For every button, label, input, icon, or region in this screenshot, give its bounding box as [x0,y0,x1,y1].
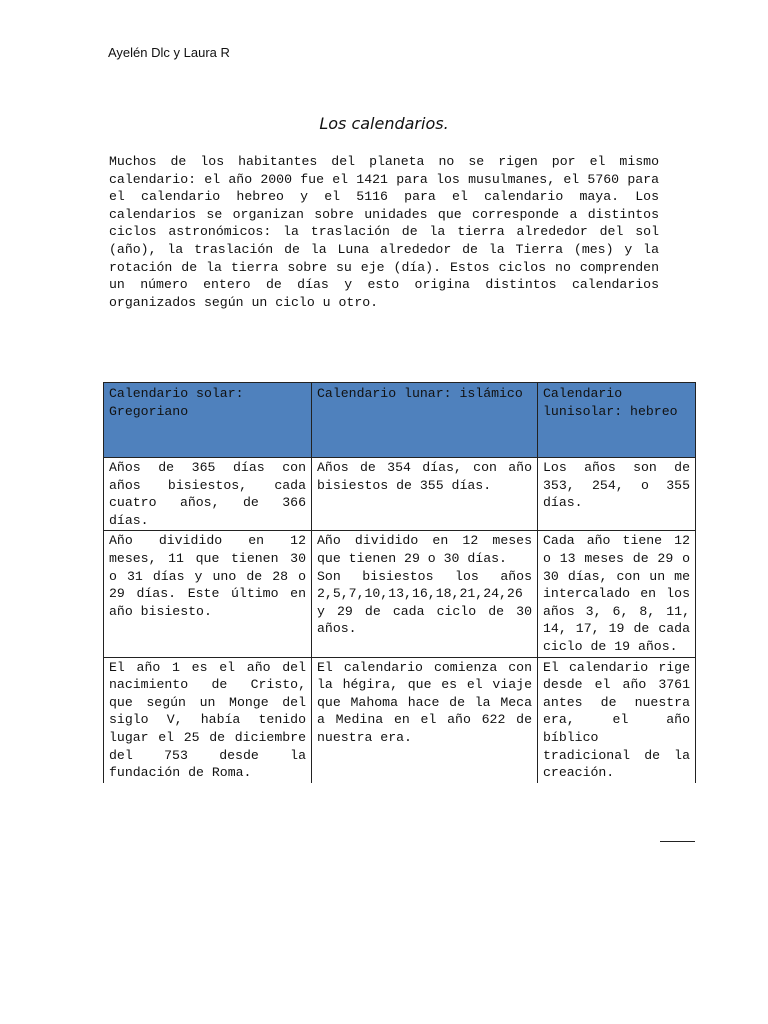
table-row [104,531,696,657]
intro-paragraph: Muchos de los habitantes del planeta no se rigen por el mismo calendario: el año 2000 fue el 1421 para los musulmanes, el 5760 para el calendario hebreo y el 5116 para el calendario maya. Los calendarios se organizan sobre unidades que corresponde a distintos ciclos astronómicos: la traslación de la tierra alrededor del sol (año), la traslación de la Luna alrededor de la Tierra (mes) y la rotación de la tierra sobre su eje (día). Estos ciclos no comprenden un número entero de días y esto origina distintos calendarios organizados según un ciclo u otro. [109,154,659,310]
table-cell: Cada año tiene 12 o 13 meses de 29 o 30 días, con un me intercalado en los años 3, 6, 8, 11, 14, 17, 19 de cada ciclo de 19 años. [538,531,696,657]
header-lunisolar: Calendario lunisolar: hebreo [538,383,696,458]
table-cell: Los años son de 353, 254, o 355 días. [538,458,696,531]
header-lunar: Calendario lunar: islámico [312,383,538,458]
table-cell: Año dividido en 12 meses que tienen 29 o 30 días. Son bisiestos los años 2,5,7,10,13,16,18,21,24,26 y 29 de cada ciclo de 30 años. [312,531,538,657]
table-row [104,657,696,783]
table-cell: El calendario rige desde el año 3761 antes de nuestra era, el año bíblico tradicional de la creación. [538,657,696,783]
table-row [104,458,696,531]
table-cell: El calendario comienza con la hégira, que es el viaje que Mahoma hace de la Meca a Medina en el año 622 de nuestra era. [312,657,538,783]
header-solar: Calendario solar: Gregoriano [104,383,312,458]
table-bottom-rule [660,841,695,842]
table-cell: Años de 365 días con años bisiestos, cada cuatro años, de 366 días. [104,458,312,531]
table-cell: Años de 354 días, con año bisiestos de 355 días. [312,458,538,531]
document-title: Los calendarios. [319,114,449,133]
calendar-comparison-table [103,382,696,783]
author-line: Ayelén Dlc y Laura R [108,45,230,60]
table-cell: El año 1 es el año del nacimiento de Cristo, que según un Monge del siglo V, había tenido lugar el 25 de diciembre del 753 desde la fundación de Roma. [104,657,312,783]
table-cell: Año dividido en 12 meses, 11 que tienen 30 o 31 días y uno de 28 o 29 días. Este último en año bisiesto. [104,531,312,657]
table-header-row [104,383,696,458]
